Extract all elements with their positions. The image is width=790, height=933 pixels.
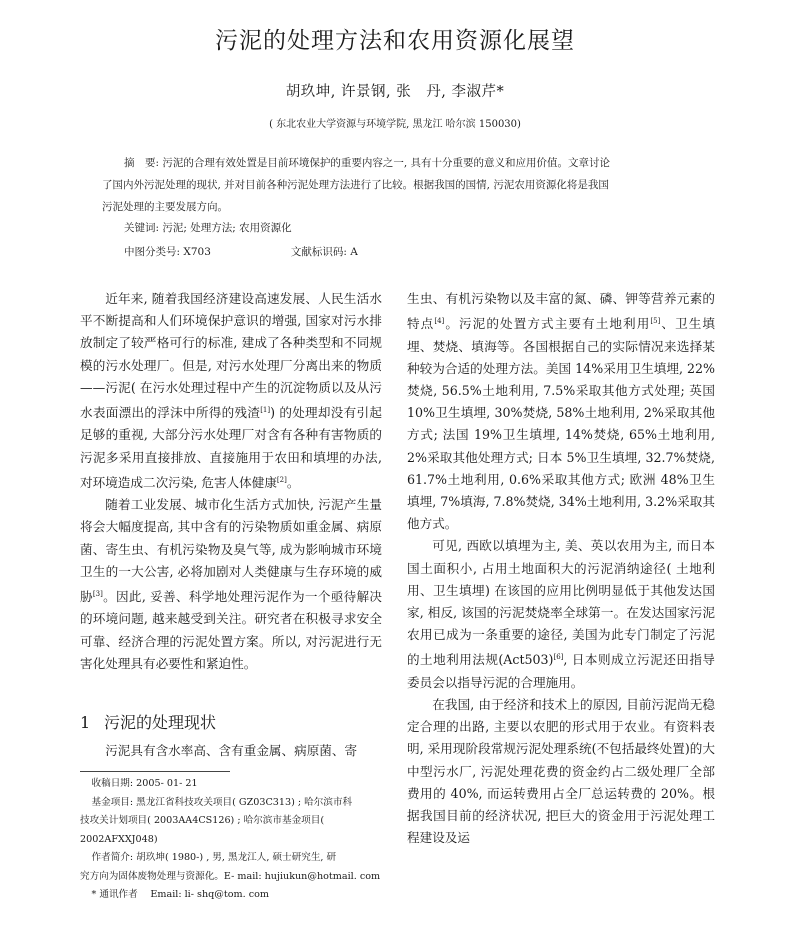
intro-text-cont: 。因此, 妥善、科学地处理污泥作为一个亟待解决的环境问题, 越来越受到关注。研究者在积极寻求安全可靠、经济合理的污泥处置方案。所以, 对污泥进行无害化处理具有必要性和紧迫性。 [80,589,382,671]
body-column-left-lower [80,740,382,762]
intro-text: 随着工业发展、城市化生活方式加快, 污泥产生量将会大幅度提高, 其中含有的污染物质如重金属、病原菌、寄生虫、有机污染物及臭气等, 成为影响城市环境卫生的一大公害, 必将加剧对人类健康与生存环境的威胁 [80,497,382,605]
body-text: 可见, 西欧以填埋为主, 美、英以农用为主, 而日本国土面积小, 占用土地面积大的污泥消纳途径( 土地利用、卫生填埋) 在该国的应用比例明显低于其他发达国家, 相反, 该国的污泥焚烧率全球第一。在发达国家污泥农用已成为一条重要的途径, 美国为此专门制定了污泥的土地利用法规(Act503) [407,538,715,668]
abstract-line-3: 污泥处理的主要发展方向。 [102,201,228,213]
body-text: , 日本则成立污泥还田指导委员会以指导污泥的合理施用。 [407,652,715,690]
intro-paragraph-2 [80,494,382,675]
abstract [102,152,702,218]
abstract-line-1: 摘 要: 污泥的合理有效处置是目前环境保护的重要内容之一, 具有十分重要的意义和应用价值。文章讨论 [124,157,611,169]
intro-text-cont: ) 的处理却没有引起足够的重视, 大部分污水处理厂对含有各种有害物质的污泥多采用直接排放、直接施用于农田和填埋的办法, 对环境造成二次污染, 危害人体健康 [80,405,383,490]
citation: [3] [92,590,103,599]
footnote-divider [80,771,230,772]
author-list: 胡玖坤, 许景钢, 张 丹, 李淑芹* [285,84,505,100]
author-bio-line-2: 究方向为固体废物处理与资源化。E- mail: hujiukun@hotmail. com [80,870,381,882]
received-date: 收稿日期: 2005- 01- 21 [91,778,198,789]
intro-text-end: 。 [286,475,300,490]
keywords: 关键词: 污泥; 处理方法; 农用资源化 [124,222,292,234]
author-bio-line-1: 作者简介: 胡玖坤( 1980-) , 男, 黑龙江人, 硕士研究生, 研 [91,852,337,863]
section-heading [80,710,216,733]
body-column-left [80,288,382,675]
section-number: 1 [80,713,91,732]
abstract-line-2: 了国内外污泥处理的现状, 并对目前各种污泥处理方法进行了比较。根据我国的国情, 污泥农用资源化将是我国 [102,179,609,191]
funding-line-2: 技攻关计划项目( 2003AA4CS126) ; 哈尔滨市基金项目( 2002AFXXJ048) [80,815,325,845]
citation: [2] [276,475,287,484]
section-paragraph-2 [407,535,715,694]
classification [124,244,358,259]
section-paragraph-3: 在我国, 由于经济和技术上的原因, 目前污泥尚无稳定合理的出路, 主要以农肥的形式用于农业。有资料表明, 采用现阶段常规污泥处理系统(不包括最终处置)的大中型污水厂, 污泥处理花费的资金约占二级处理厂全部费用的 40%, 而运转费用占全厂总运转费的 20%。根据我国目前的经济状况, 把巨大的资金用于污泥处理工程建设及运 [407,697,715,846]
section-title: 污泥的处理现状 [104,713,217,732]
intro-text: 近年来, 随着我国经济建设高速发展、人民生活水平不断提高和人们环境保护意识的增强, 国家对污水排放制定了较严格可行的标准, 建成了各种类型和不同规模的污水处理厂。但是, 对污水处理厂分离出来的物质——污泥( 在污水处理过程中产生的沉淀物质以及从污水表面漂出的浮沫中所得的残渣 [80,291,382,421]
citation: [5] [650,317,661,326]
citation: [1] [260,406,271,415]
clc-number: 中图分类号: X703 [124,246,211,258]
citation: [6] [553,653,564,662]
document-code: 文献标识码: A [290,246,358,258]
body-text: 、卫生填埋、焚烧、填海等。各国根据自己的实际情况来选择某种较为合适的处理方法。美国 14%采用卫生填埋, 22%焚烧, 56.5%土地利用, 7.5%采取其他方式处理; 英国 10%卫生填埋, 30%焚烧, 58%土地利用, 2%采取其他方式; 法国 19%卫生填埋, 14%焚烧, 65%土地利用, 2%采取其他处理方式; 日本 5%卫生填埋, 32.7%焚烧, 61.7%土地利用, 0.6%采取其他方式; 欧洲 48%卫生填埋, 7%填海, 7.8%焚烧, 34%土地利用, 3.2%采取其他方式。 [407,316,716,532]
funding-line-1: 基金项目: 黑龙江省科技攻关项目( GZ03C313) ; 哈尔滨市科 [91,796,353,808]
affiliation: ( 东北农业大学资源与环境学院, 黑龙江 哈尔滨 150030) [269,119,521,130]
intro-paragraph-1 [80,288,382,494]
citation: [4] [434,317,445,326]
body-column-right [407,288,715,849]
section-paragraph-1-cont [407,288,715,535]
footnotes [80,775,382,905]
corresponding-author: * 通讯作者 Email: li- shq@tom. com [91,889,269,900]
body-text: 生虫、有机污染物以及丰富的氮、磷、钾等营养元素的特点 [407,291,715,332]
section-paragraph-1: 污泥具有含水率高、含有重金属、病原菌、寄 [105,743,358,758]
body-text: 。污泥的处置方式主要有土地利用 [444,316,651,332]
paper-title: 污泥的处理方法和农用资源化展望 [215,28,575,54]
